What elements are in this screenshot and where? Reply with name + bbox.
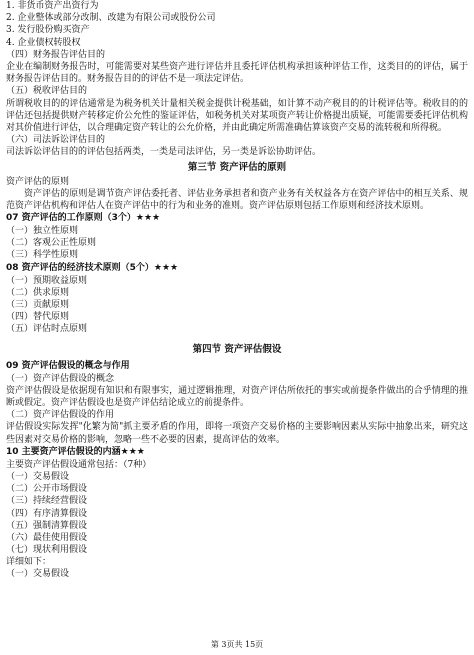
list-item: （二）供求原则 [6, 287, 70, 298]
rating-stars: ★★★ [153, 262, 179, 273]
text-line: 1. 非货币资产出资行为 [6, 1, 99, 11]
list-item: （一）独立性原则 [6, 226, 79, 237]
text-line: 主要资产评估假设通常包括：（7种） [6, 459, 152, 470]
topic-heading-09: 09 资产评估假设的概念与作用 [6, 360, 130, 371]
subheading: 资产评估的原则 [6, 176, 70, 187]
subheading: （四）财务报告评估目的 [6, 49, 106, 60]
list-item: （三）贡献原则 [6, 300, 70, 311]
paragraph-role: 评估假设实际发挥"化繁为简"抓主要矛盾的作用，即将一项资产交易价格的主要影响因素从实际中抽象出来，研究这些因素对交易价格的影响，忽略一些不必要的因素，提高评估的效率。 [6, 422, 468, 445]
paragraph-financial-report: 企业在编制财务报告时，可能需要对某些资产进行评估并且委托评估机构承担该种评估工作，这类目的的评估，属于财务报告评估目的。财务报告目的的评估不是一项法定评估。 [6, 61, 468, 85]
paragraph-principle: 资产评估的原则是调节资产评估委托者、评估业务承担者和资产业务有关权益各方在资产评估中的相互关系、规范资产评估机构和评估人在资产评估中的行为和业务的准则。资产评估原则包括工作原则和经济技术原则。 [6, 188, 468, 211]
rating-stars: ★★★ [120, 446, 145, 457]
list-item: （五）评估时点原则 [6, 324, 88, 335]
list-item: （二）公开市场假设 [6, 484, 88, 495]
subheading: （六）司法诉讼评估目的 [6, 135, 106, 146]
list-item: （三）持续经营假设 [6, 496, 88, 507]
list-item: （一）预期收益原则 [6, 275, 88, 286]
list-item: （三）科学性原则 [6, 250, 79, 261]
subheading: （二）资产评估假设的作用 [6, 410, 115, 421]
paragraph-concept: 资产评估假设是依据现有知识和有限事实，通过逻辑推理，对资产评估所依托的事实或前提条件做出的合乎情理的推断或假定。资产评估假设也是资产评估结论成立的前提条件。 [6, 385, 468, 408]
text-line: 详细如下： [6, 557, 52, 568]
text-line: 3. 发行股份购买资产 [6, 25, 90, 36]
list-item: （四）有序清算假设 [6, 508, 88, 519]
list-item: （一）交易假设 [6, 569, 70, 580]
list-item: （四）替代原则 [6, 312, 70, 323]
topic-heading-08: 08 资产评估的经济技术原则（5个）★★★ [6, 262, 179, 273]
subheading: （一）资产评估假设的概念 [6, 373, 115, 384]
topic-heading-07: 07 资产评估的工作原则（3个）★★★ [6, 213, 161, 224]
paragraph-tax: 所谓税收目的的评估通常是为税务机关计量相关税金提供计税基础，如计算不动产税目的的计税评估等。税收目的的评估还包括提供财产转移定价公允性的鉴证评估，如税务机关对某项资产转让价格提出质疑，可能需要委托评估机构对其价值进行评估，以合理确定资产转让的公允价格，并由此确定所需准确估算该资产交易的流转税和所得税。 [6, 98, 468, 133]
paragraph-judicial: 司法诉讼评估目的的评估包括两类，一类是司法评估，另一类是诉讼协助评估。 [6, 147, 322, 158]
page-footer: 第 3页共 15页 [210, 640, 264, 649]
list-item: （二）客观公正性原则 [6, 238, 97, 249]
rating-stars: ★★★ [135, 213, 161, 224]
topic-heading-10: 10 主要资产评估假设的内涵★★★ [6, 446, 145, 457]
subheading: （五）税收评估目的 [6, 86, 88, 97]
list-item: （七）现状利用假设 [6, 545, 88, 556]
text-line: 4. 企业债权转股权 [6, 37, 81, 48]
section-title: 第三节 资产评估的原则 [187, 161, 287, 173]
list-item: （五）强制清算假设 [6, 520, 88, 531]
list-item: （一）交易假设 [6, 471, 70, 482]
section-title: 第四节 资产评估假设 [192, 343, 282, 355]
list-item: （六）最佳使用假设 [6, 532, 88, 543]
text-line: 2. 企业整体或部分改制、改建为有限公司或股份公司 [6, 13, 216, 24]
